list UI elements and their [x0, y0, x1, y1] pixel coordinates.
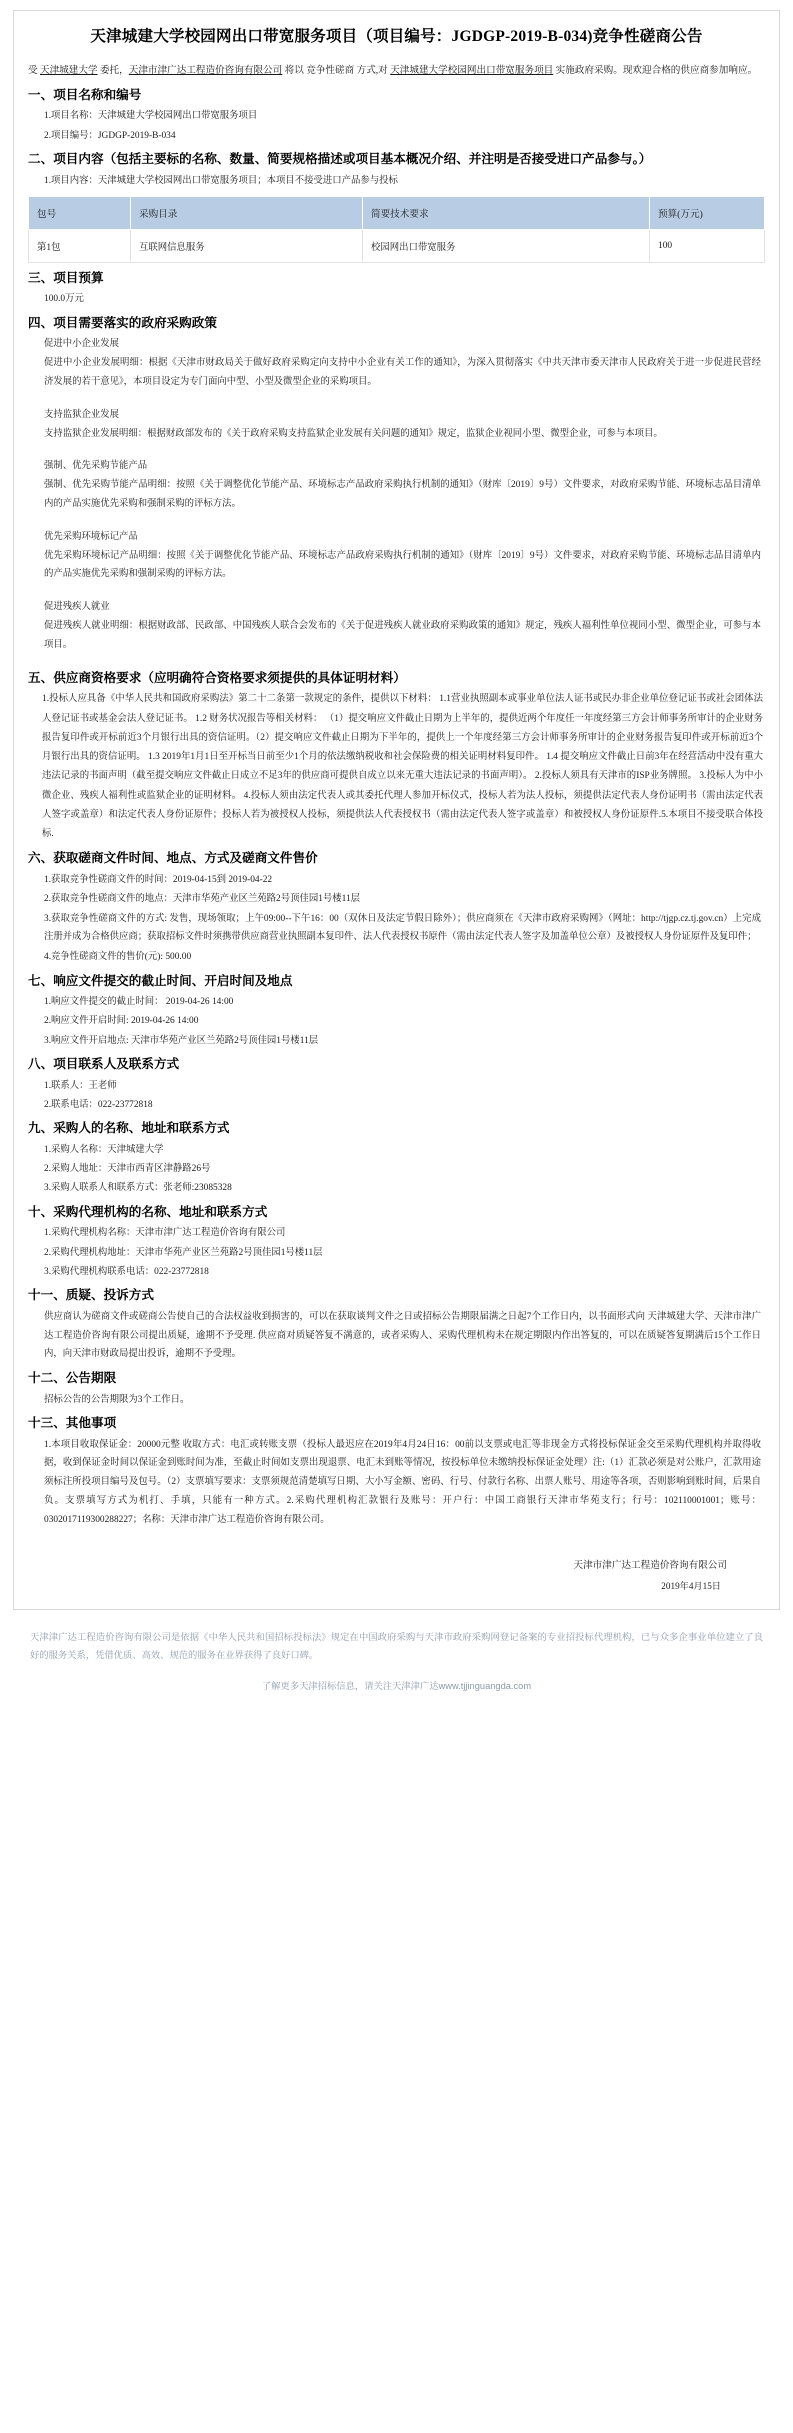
policy-energy-detail: 强制、优先采购节能产品明细：按照《关于调整优化节能产品、环境标志产品政府采购执行机制的通知》（财库〔2019〕9号）文件要求，对政府采购节能、环境标志品目清单内的产品实施优先采购和强制采购的评标方法。 [44, 480, 761, 510]
policy-sme [28, 335, 765, 391]
policy-prison-name: 支持监狱企业发展 [44, 409, 120, 420]
policy-environment-detail: 优先采购环境标记产品明细：按照《关于调整优化节能产品、环境标志产品政府采购执行机制的通知》（财库〔2019〕9号）文件要求，对政府采购节能、环境标志品目清单内的产品实施优先采购和强制采购的评标方法。 [44, 550, 761, 580]
signature-date: 2019年4月15日 [661, 1580, 721, 1591]
policy-sme-name: 促进中小企业发展 [44, 339, 120, 350]
policy-disabled-employment [28, 598, 765, 654]
document-frame [13, 10, 780, 1610]
table-header-catalog: 采购目录 [131, 196, 363, 229]
section2-item-1: 1.项目内容：天津城建大学校园网出口带宽服务项目；本项目不接受进口产品参与投标 [44, 175, 398, 186]
intro-tail: 实施政府采购。现欢迎合格的供应商参加响应。 [553, 65, 758, 77]
cell-package-no: 第1包 [29, 229, 131, 262]
signature-company: 天津市津广达工程造价咨询有限公司 [573, 1559, 727, 1571]
footer-company-note: 天津津广达工程造价咨询有限公司是依据《中华人民共和国招标投标法》规定在中国政府采购与天津市政府采购网登记备案的专业招投标代理机构，已与众多企事业单位建立了良好的服务关系，凭借优质、高效、规范的服务在业界获得了良好口碑。 [30, 1632, 763, 1661]
section10-item-1: 1.采购代理机构名称：天津市津广达工程造价咨询有限公司 [44, 1228, 286, 1239]
table-header-row [29, 196, 765, 229]
section-heading-5: 五、供应商资格要求（应明确符合资格要求须提供的具体证明材料） [28, 670, 406, 685]
section-heading-4: 四、项目需要落实的政府采购政策 [28, 315, 217, 330]
section-heading-9: 九、采购人的名称、地址和联系方式 [28, 1121, 230, 1136]
section-heading-2: 二、项目内容（包括主要标的名称、数量、简要规格描述或项目基本概况介绍、并注明是否接受进口产品参与。） [28, 152, 652, 167]
intro-mid-2: 将以 [282, 65, 307, 77]
project-budget-value: 100.0万元 [44, 294, 84, 305]
intro-buyer: 天津城建大学 [40, 65, 98, 77]
policy-disabled-detail: 促进残疾人就业明细：根据财政部、民政部、中国残疾人联合会发布的《关于促进残疾人就业政府采购政策的通知》规定，残疾人福利性单位视同小型、微型企业，可参与本项目。 [44, 621, 761, 650]
announcement-page [0, 10, 793, 1696]
section6-item-2: 2.获取竞争性磋商文件的地点：天津市华苑产业区兰苑路2号顶佳园1号楼11层 [44, 894, 361, 905]
section6-item-1: 1.获取竞争性磋商文件的时间：2019-04-15到 2019-04-22 [44, 874, 273, 885]
cell-catalog: 互联网信息服务 [131, 229, 363, 262]
section9-item-3: 3.采购人联系人和联系方式：张老师:23085328 [44, 1183, 232, 1194]
section-heading-6: 六、获取磋商文件时间、地点、方式及磋商文件售价 [28, 851, 318, 866]
section10-item-3: 3.采购代理机构联系电话：022-23772818 [44, 1266, 209, 1277]
policy-environment-name: 优先采购环境标记产品 [44, 531, 138, 542]
footer-contact-link[interactable]: 了解更多天津招标信息，请关注天津津广达www.tjjinguangda.com [261, 1681, 532, 1692]
policy-prison-detail: 支持监狱企业发展明细：根据财政部发布的《关于政府采购支持监狱企业发展有关问题的通知》规定，监狱企业视同小型、微型企业，可参与本项目。 [44, 428, 663, 439]
section6-item-3: 3.获取竞争性磋商文件的方式: 发售，现场领取；上午09:00--下午16：00（双休日及法定节假日除外）；供应商须在《天津市政府采购网》（网址：http://tjgp.cz.tj.gov.cn）上完成注册并成为合格供应商；获取招标文件时须携带供应商营业执照副本复印件、法人代表授权书原件（需由法定代表人签字及加盖单位公章）及被授权人身份证原件及复印件； [44, 913, 761, 943]
table-header-tech-req: 简要技术要求 [363, 196, 650, 229]
signature-block [28, 1556, 765, 1596]
policy-energy-name: 强制、优先采购节能产品 [44, 461, 148, 472]
section-heading-3: 三、项目预算 [28, 270, 104, 285]
section1-item-2: 2.项目编号：JGDGP-2019-B-034 [44, 130, 176, 141]
table-row [29, 229, 765, 262]
intro-mid-1: 委托， [97, 65, 129, 77]
section10-item-2: 2.采购代理机构地址：天津市华苑产业区兰苑路2号顶佳园1号楼11层 [44, 1247, 323, 1258]
intro-project-name: 天津城建大学校园网出口带宽服务项目 [390, 65, 554, 77]
table-header-budget: 预算(万元) [650, 196, 765, 229]
section7-item-1: 1.响应文件提交的截止时间： 2019-04-26 14:00 [44, 997, 234, 1008]
section9-item-2: 2.采购人地址：天津市西青区津静路26号 [44, 1164, 211, 1175]
section8-item-1: 1.联系人：王老师 [44, 1080, 117, 1091]
section-heading-12: 十二、公告期限 [28, 1371, 117, 1386]
section7-item-2: 2.响应文件开启时间: 2019-04-26 14:00 [44, 1016, 199, 1027]
section-heading-7: 七、响应文件提交的截止时间、开启时间及地点 [28, 973, 293, 988]
cell-tech-req: 校园网出口带宽服务 [363, 229, 650, 262]
intro-prefix: 受 [28, 65, 40, 77]
page-title: 天津城建大学校园网出口带宽服务项目（项目编号：JGDGP-2019-B-034)竞争性磋商公告 [90, 28, 703, 45]
policy-energy-saving [28, 457, 765, 513]
intro-method: 竞争性磋商 [306, 65, 355, 77]
policy-environment-label [28, 528, 765, 584]
table-header-package-no: 包号 [29, 196, 131, 229]
section8-item-2: 2.联系电话：022-23772818 [44, 1099, 153, 1110]
section9-item-1: 1.采购人名称：天津城建大学 [44, 1144, 164, 1155]
section6-item-4: 4.竞争性磋商文件的售价(元): 500.00 [44, 952, 192, 963]
intro-paragraph [28, 62, 765, 81]
complaint-body: 供应商认为磋商文件或磋商公告使自己的合法权益收到损害的，可以在获取谈判文件之日或招标公告期限届满之日起7个工作日内，以书面形式向 天津城建大学、天津市津广达工程造价咨询有限公司提出质疑，逾期不予受理. 供应商对质疑答复不满意的，或者采购人、采购代理机构未在规定期限内作出答复的，可以在质疑答复期满后15个工作日内，向天津市财政局提出投诉，逾期不予受理。 [44, 1311, 761, 1360]
section7-item-3: 3.响应文件开启地点: 天津市华苑产业区兰苑路2号顶佳园1号楼11层 [44, 1035, 319, 1046]
cell-budget: 100 [650, 229, 765, 262]
intro-agency: 天津市津广达工程造价咨询有限公司 [128, 65, 283, 77]
other-matters-body: 1.本项目收取保证金：20000元整 收取方式：电汇或转账支票（投标人最迟应在2019年4月24日16：00前以支票或电汇等非现金方式将投标保证金交至采购代理机构并取得收据，收到保证金时间以保证金到账时间为准，至截止时间如支票出现退票、电汇未到账等情况，按投标单位未缴纳投标保证金处理）注:（1）汇款必须是对公账户，汇款用途须标注所投项目编号及包号。（2）支票填写要求：支票须规范清楚填写日期、大小写金额、密码、行号、付款行名称、出票人账号、用途等各项，否则影响到账时间，后果自负。支票填写方式为机打、手填，只能有一种方式。2.采购代理机构汇款银行及账号：开户行：中国工商银行天津市华苑支行；行号：102110001001；账号：0302017119300288227；名称：天津市津广达工程造价咨询有限公司。 [44, 1439, 761, 1525]
section1-item-1: 1.项目名称：天津城建大学校园网出口带宽服务项目 [44, 111, 258, 122]
section-heading-10: 十、采购代理机构的名称、地址和联系方式 [28, 1204, 268, 1219]
policy-disabled-name: 促进残疾人就业 [44, 602, 110, 613]
section-heading-1: 一、项目名称和编号 [28, 87, 142, 102]
package-table [28, 196, 765, 263]
supplier-qualification-body: 1.投标人应具备《中华人民共和国政府采购法》第二十二条第一款规定的条件，提供以下材料： 1.1营业执照副本或事业单位法人证书或民办非企业单位登记证书或社会团体法人登记证书或基金会法人登记证书。 1.2 财务状况报告等相关材料： （1）提交响应文件截止日期为上半年的，提供近两个年度任一年度经第三方会计师事务所审计的企业财务报告复印件或开标前近3个月银行出具的资信证明。（2）提交响应文件截止日期为下半年的，提供上一个年度经第三方会计师事务所审计的企业财务报告复印件或开标前近3个月银行出具的资信证明。 1.3 2019年1月1日至开标当日前至少1个月的依法缴纳税收和社会保险费的相关证明材料复印件。 1.4 提交响应文件截止日前3年在经营活动中没有重大违法记录的书面声明（截至提交响应文件截止日成立不足3年的供应商可提供自成立以来无重大违法记录的书面声明）。 2.投标人须具有天津市的ISP业务牌照。 3.投标人为中小微企业、残疾人福利性或监狱企业的证明材料。 4.投标人须由法定代表人或其委托代理人参加开标仪式，投标人若为法人投标，须提供法定代表人身份证明书（需由法定代表人签字或盖章）和法定代表人身份证原件；投标人若为被授权人投标，须提供法人代表授权书（需由法定代表人签字或盖章）和被授权人身份证原件.5.本项目不接受联合体投标. [42, 694, 763, 840]
announcement-period-body: 招标公告的公告期限为3个工作日。 [44, 1394, 190, 1405]
policy-prison-enterprise [28, 406, 765, 444]
section-heading-13: 十三、其他事项 [28, 1416, 117, 1431]
intro-mid-3: 方式,对 [354, 65, 391, 77]
section-heading-8: 八、项目联系人及联系方式 [28, 1057, 180, 1072]
section-heading-11: 十一、质疑、投诉方式 [28, 1288, 154, 1303]
policy-sme-detail: 促进中小企业发展明细：根据《天津市财政局关于做好政府采购定向支持中小企业有关工作的通知》，为深入贯彻落实《中共天津市委天津市人民政府关于进一步促进民营经济发展的若干意见》，本项目设定为专门面向中型、小型及微型企业的采购项目。 [44, 358, 761, 387]
